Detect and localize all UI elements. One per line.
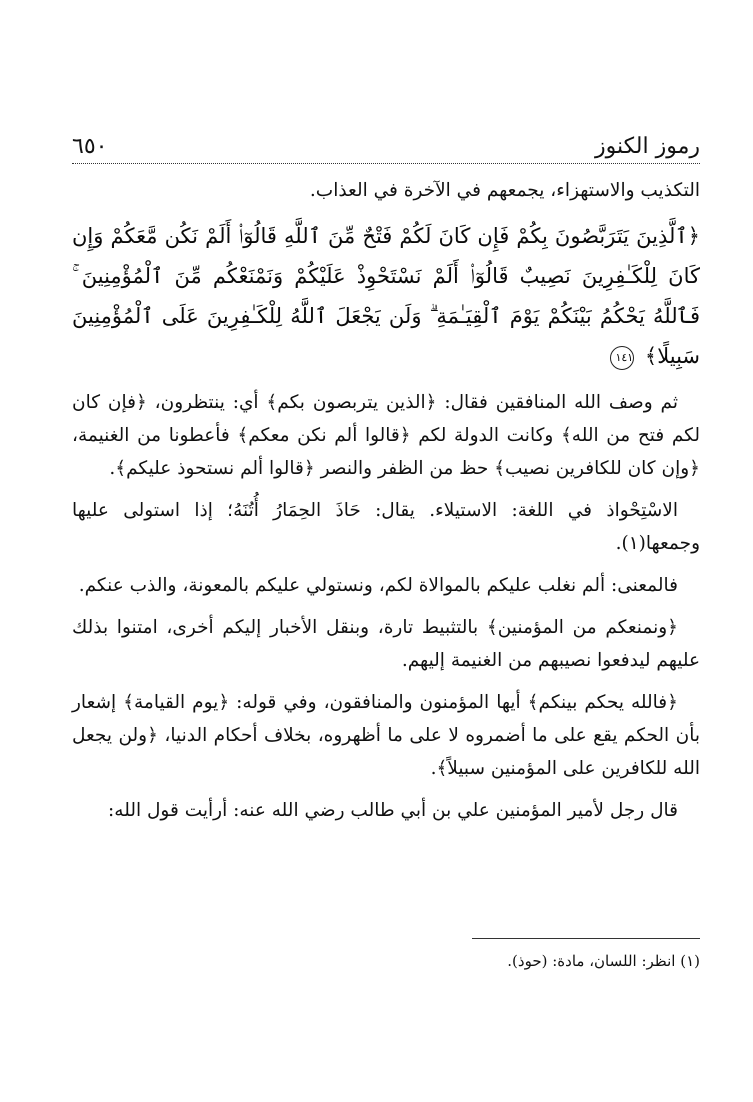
header-divider [72, 163, 700, 164]
paragraph-1: ثم وصف الله المنافقين فقال: ﴿الذين يتربصون بكم﴾ أي: ينتظرون، ﴿فإن كان لكم فتح من الله﴾ وكانت الدولة لكم ﴿قالوا ألم نكن معكم﴾ فأعطونا من الغنيمة، ﴿وإن كان للكافرين نصيب﴾ حظ من الظفر والنصر ﴿قالوا ألم نستحوذ عليكم﴾. [72, 392, 700, 479]
paragraph-3: فالمعنى: ألم نغلب عليكم بالموالاة لكم، ونستولي عليكم بالمعونة، والذب عنكم. [78, 575, 678, 596]
paragraph-5: ﴿فالله يحكم بينكم﴾ أيها المؤمنون والمنافقون، وفي قوله: ﴿يوم القيامة﴾ إشعار بأن الحكم يقع على ما أضمروه لا على ما أظهروه، بخلاف أحكام الدنيا، ﴿ولن يجعل الله للكافرين على المؤمنين سبيلاً﴾. [72, 692, 700, 779]
book-title: رموز الكنوز [595, 134, 700, 159]
verse-text: ﴿ٱلَّذِينَ يَتَرَبَّصُونَ بِكُمْ فَإِن كَانَ لَكُمْ فَتْحٌ مِّنَ ٱللَّهِ قَالُوٓا۟ أَلَمْ نَكُن مَّعَكُمْ وَإِن كَانَ لِلْكَـٰفِرِينَ نَصِيبٌ قَالُوٓا۟ أَلَمْ نَسْتَحْوِذْ عَلَيْكُمْ وَنَمْنَعْكُم مِّنَ ٱلْمُؤْمِنِينَ ۚ فَٱللَّهُ يَحْكُمُ بَيْنَكُمْ يَوْمَ ٱلْقِيَـٰمَةِ ۗ وَلَن يَجْعَلَ ٱللَّهُ لِلْكَـٰفِرِينَ عَلَى ٱلْمُؤْمِنِينَ سَبِيلًا﴾ [72, 224, 700, 368]
footnote: (١) انظر: اللسان، مادة: (حوذ). [507, 952, 700, 970]
quran-verse [72, 216, 700, 376]
intro-line: التكذيب والاستهزاء، يجمعهم في الآخرة في العذاب. [309, 180, 700, 201]
paragraph-2: الاسْتِحْواذ في اللغة: الاستيلاء. يقال: حَاذَ الحِمَارُ أُتُنَهُ؛ إذا استولى عليها وجمعها(١). [72, 500, 700, 554]
book-page [72, 128, 700, 988]
page-number: ٦٥٠ [72, 134, 108, 159]
footnote-divider [472, 938, 700, 939]
paragraph-6: قال رجل لأمير المؤمنين علي بن أبي طالب رضي الله عنه: أرأيت قول الله: [108, 800, 678, 821]
verse-number-marker: ١٤١ [610, 346, 634, 370]
running-header [72, 128, 700, 164]
paragraph-4: ﴿ونمنعكم من المؤمنين﴾ بالتثبيط تارة، وبنقل الأخبار إليكم أخرى، امتنوا بذلك عليهم ليدفعوا نصيبهم من الغنيمة إليهم. [72, 617, 700, 671]
body-text [72, 174, 700, 836]
